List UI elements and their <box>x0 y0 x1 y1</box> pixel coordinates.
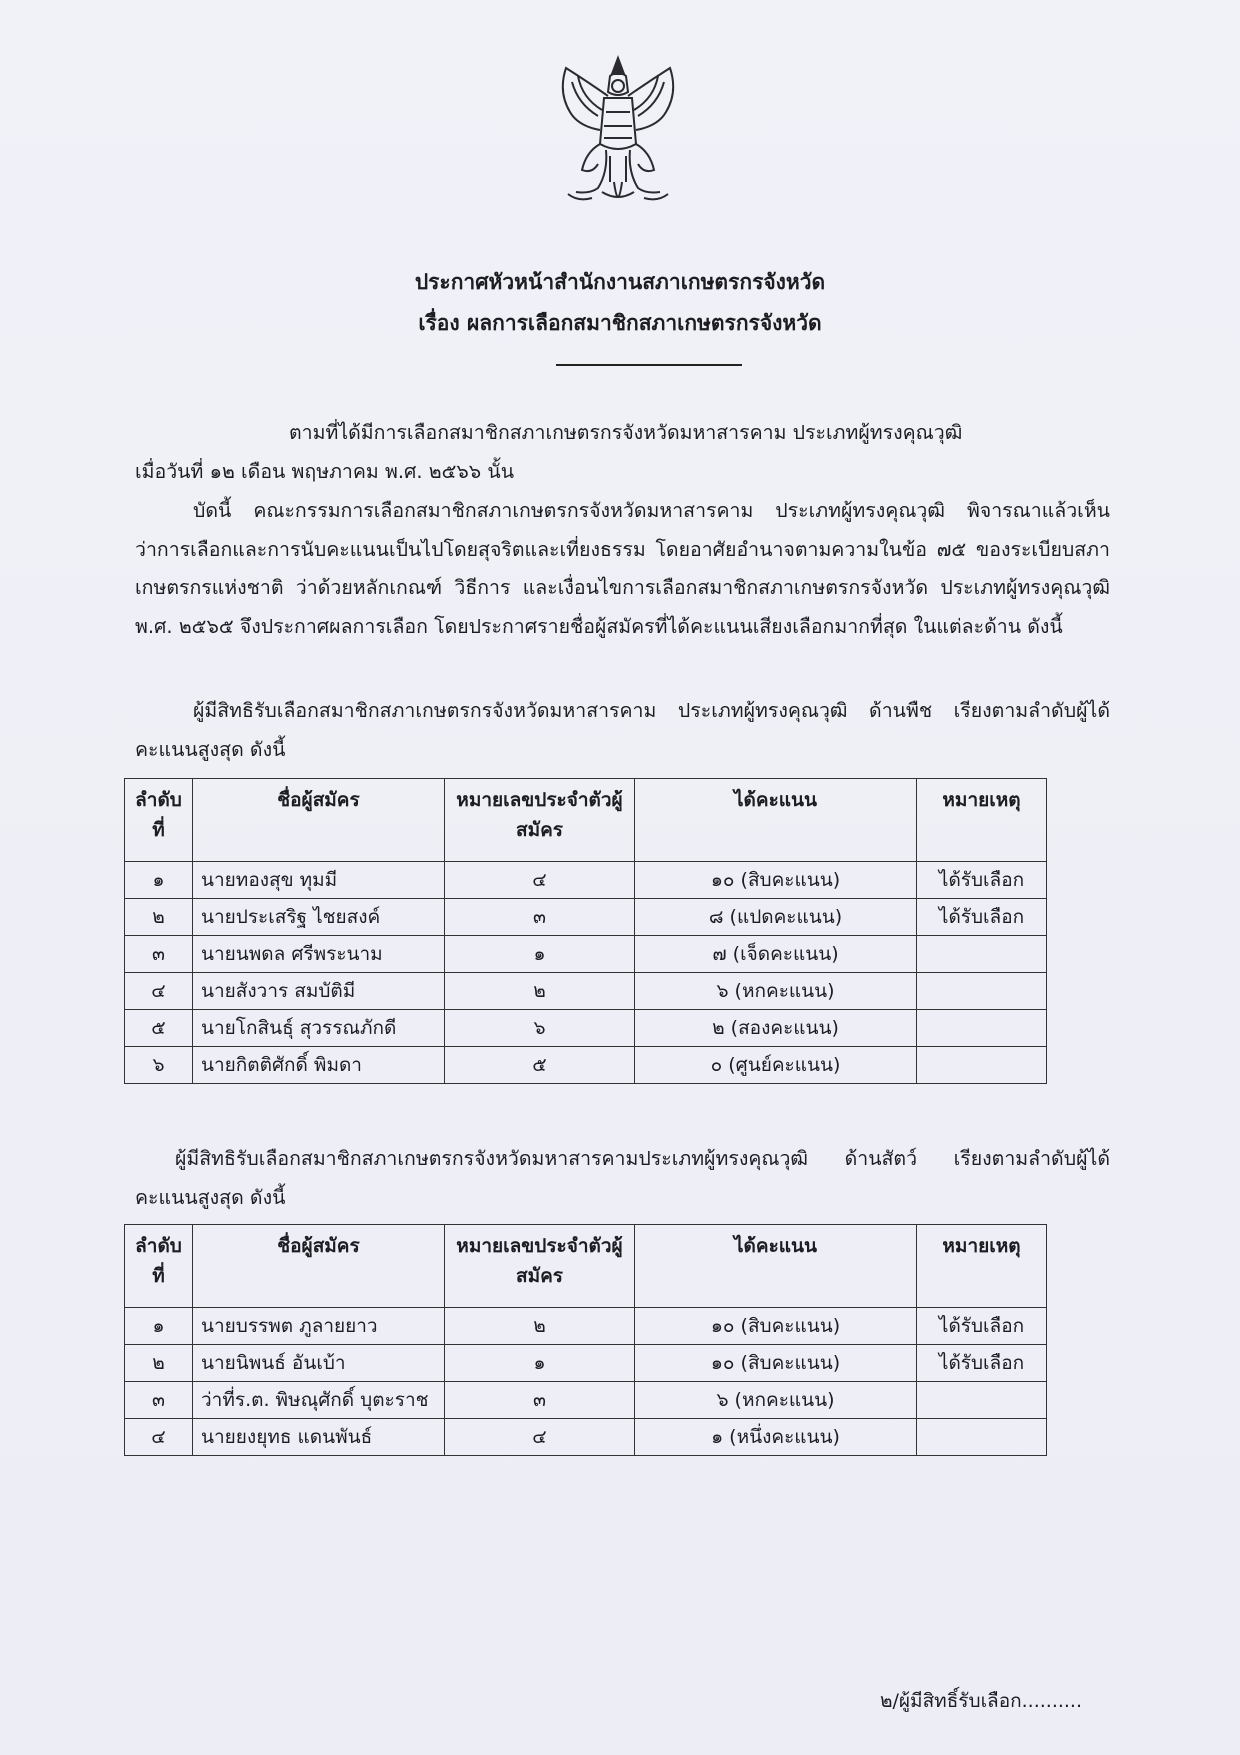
page-continuation: ๒/ผู้มีสิทธิ์รับเลือก.......... <box>880 1690 1083 1712</box>
cell-number: ๒ <box>445 973 635 1010</box>
cell-order: ๑ <box>125 1308 193 1345</box>
section-2-intro <box>135 1140 1110 1217</box>
table-row <box>125 1308 1047 1345</box>
cell-remark <box>917 1047 1047 1084</box>
title-divider <box>556 364 742 366</box>
cell-order: ๔ <box>125 973 193 1010</box>
cell-number: ๔ <box>445 862 635 899</box>
table-header-row <box>125 779 1047 862</box>
cell-score: ๖ (หกคะแนน) <box>635 1382 917 1419</box>
table-row <box>125 936 1047 973</box>
header-name: ชื่อผู้สมัคร <box>193 1225 445 1308</box>
header-number: หมายเลขประจำตัวผู้สมัคร <box>445 779 635 862</box>
section-2-intro-text: ผู้มีสิทธิรับเลือกสมาชิกสภาเกษตรกรจังหวัดมหาสารคามประเภทผู้ทรงคุณวุฒิ ด้านสัตว์ เรียงตามลำดับผู้ได้คะแนนสูงสุด ดังนี้ <box>135 1147 1110 1209</box>
cell-score: ๖ (หกคะแนน) <box>635 973 917 1010</box>
cell-number: ๕ <box>445 1047 635 1084</box>
table-row <box>125 1345 1047 1382</box>
cell-score: ๑๐ (สิบคะแนน) <box>635 862 917 899</box>
cell-name: นายโกสินธุ์ สุวรรณภักดี <box>193 1010 445 1047</box>
cell-remark <box>917 1010 1047 1047</box>
cell-order: ๒ <box>125 899 193 936</box>
cell-number: ๔ <box>445 1419 635 1456</box>
paragraph-1-line-1: ตามที่ได้มีการเลือกสมาชิกสภาเกษตรกรจังหวัดมหาสารคาม ประเภทผู้ทรงคุณวุฒิ <box>289 421 963 444</box>
cell-number: ๑ <box>445 936 635 973</box>
cell-score: ๒ (สองคะแนน) <box>635 1010 917 1047</box>
cell-order: ๔ <box>125 1419 193 1456</box>
header-score: ได้คะแนน <box>635 1225 917 1308</box>
table-row <box>125 1047 1047 1084</box>
cell-remark: ได้รับเลือก <box>917 862 1047 899</box>
cell-score: ๑ (หนึ่งคะแนน) <box>635 1419 917 1456</box>
cell-order: ๒ <box>125 1345 193 1382</box>
paragraph-1 <box>135 414 1110 491</box>
cell-name: นายสังวาร สมบัติมี <box>193 973 445 1010</box>
cell-order: ๓ <box>125 936 193 973</box>
cell-score: ๘ (แปดคะแนน) <box>635 899 917 936</box>
cell-order: ๑ <box>125 862 193 899</box>
cell-number: ๑ <box>445 1345 635 1382</box>
cell-name: นายกิตติศักดิ์ พิมดา <box>193 1047 445 1084</box>
cell-remark: ได้รับเลือก <box>917 1308 1047 1345</box>
paragraph-2-start: บัดนี้ คณะกรรมการเลือกสมาชิกสภาเกษตรกรจังหวัดมหาสารคาม ประเภทผู้ทรงคุณวุฒิ <box>193 499 945 522</box>
header-remark: หมายเหตุ <box>917 1225 1047 1308</box>
cell-name: นายนิพนธ์ อันเบ้า <box>193 1345 445 1382</box>
cell-number: ๓ <box>445 899 635 936</box>
section-1-intro-text: ผู้มีสิทธิรับเลือกสมาชิกสภาเกษตรกรจังหวัดมหาสารคาม ประเภทผู้ทรงคุณวุฒิ ด้านพืช เรียงตามลำดับผู้ได้คะแนนสูงสุด ดังนี้ <box>135 699 1110 761</box>
cell-score: ๑๐ (สิบคะแนน) <box>635 1308 917 1345</box>
cell-order: ๓ <box>125 1382 193 1419</box>
cell-order: ๖ <box>125 1047 193 1084</box>
table-row <box>125 973 1047 1010</box>
header-number: หมายเลขประจำตัวผู้สมัคร <box>445 1225 635 1308</box>
section-1-intro <box>135 692 1110 769</box>
cell-number: ๓ <box>445 1382 635 1419</box>
header-order: ลำดับที่ <box>125 1225 193 1308</box>
table-row <box>125 1419 1047 1456</box>
results-table-plants <box>124 778 1047 1084</box>
cell-name: นายนพดล ศรีพระนาม <box>193 936 445 973</box>
paragraph-2 <box>135 492 1110 646</box>
header-name: ชื่อผู้สมัคร <box>193 779 445 862</box>
cell-number: ๒ <box>445 1308 635 1345</box>
table-row <box>125 862 1047 899</box>
header-order: ลำดับที่ <box>125 779 193 862</box>
cell-name: นายทองสุข ทุมมี <box>193 862 445 899</box>
cell-score: ๗ (เจ็ดคะแนน) <box>635 936 917 973</box>
cell-score: ๑๐ (สิบคะแนน) <box>635 1345 917 1382</box>
cell-remark: ได้รับเลือก <box>917 899 1047 936</box>
table-row <box>125 1010 1047 1047</box>
cell-remark: ได้รับเลือก <box>917 1345 1047 1382</box>
table-row <box>125 899 1047 936</box>
table-header-row <box>125 1225 1047 1308</box>
cell-name: นายยงยุทธ แดนพันธ์ <box>193 1419 445 1456</box>
cell-remark <box>917 936 1047 973</box>
results-table-animals <box>124 1224 1047 1456</box>
announcement-title: ประกาศหัวหน้าสำนักงานสภาเกษตรกรจังหวัด <box>414 270 826 294</box>
announcement-subject: เรื่อง ผลการเลือกสมาชิกสภาเกษตรกรจังหวัด <box>418 311 822 335</box>
cell-remark <box>917 973 1047 1010</box>
cell-name: นายประเสริฐ ไชยสงค์ <box>193 899 445 936</box>
cell-number: ๖ <box>445 1010 635 1047</box>
cell-order: ๕ <box>125 1010 193 1047</box>
header-remark: หมายเหตุ <box>917 779 1047 862</box>
header-score: ได้คะแนน <box>635 779 917 862</box>
cell-remark <box>917 1382 1047 1419</box>
table-row <box>125 1382 1047 1419</box>
paragraph-1-line-2: เมื่อวันที่ ๑๒ เดือน พฤษภาคม พ.ศ. ๒๕๖๖ นั้น <box>135 459 515 483</box>
cell-name: นายบรรพต ภูลายยาว <box>193 1308 445 1345</box>
cell-score: ๐ (ศูนย์คะแนน) <box>635 1047 917 1084</box>
garuda-emblem-icon <box>548 52 688 220</box>
paragraph-2-rest: พิจารณาแล้วเห็นว่าการเลือกและการนับคะแนนเป็นไปโดยสุจริตและเที่ยงธรรม โดยอาศัยอำนาจตามความในข้อ ๗๕ ของระเบียบสภาเกษตรกรแห่งชาติ ว่าด้วยหลักเกณฑ์ วิธีการ และเงื่อนไขการเลือกสมาชิกสภาเกษตรกรจังหวัด ประเภทผู้ทรงคุณวุฒิ พ.ศ. ๒๕๖๕ จึงประกาศผลการเลือก โดยประกาศรายชื่อผู้สมัครที่ได้คะแนนเสียงเลือกมากที่สุด ในแต่ละด้าน ดังนี้ <box>135 499 1111 638</box>
cell-remark <box>917 1419 1047 1456</box>
cell-name: ว่าที่ร.ต. พิษณุศักดิ์ บุตะราช <box>193 1382 445 1419</box>
